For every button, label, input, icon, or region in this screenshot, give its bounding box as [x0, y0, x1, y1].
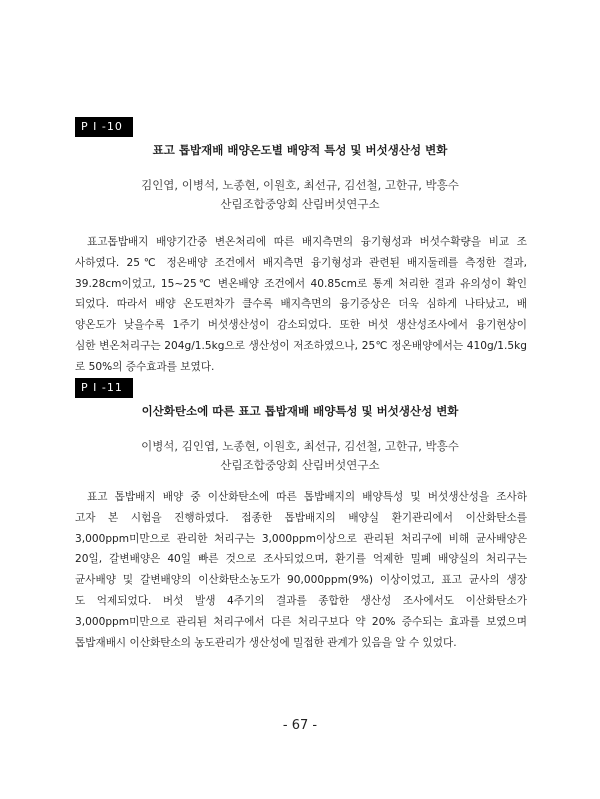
affiliation: 산림조합중앙회 산림버섯연구소 — [220, 458, 380, 472]
abstract-line: 고자 본 시험을 진행하였다. 접종한 톱밥배지의 배양실 환기관리에서 이산화탄소를 — [75, 511, 527, 524]
abstract-line: 사하였다. 25℃ 정온배양 조건에서 배지측면 융기형성과 관련된 배지둘레를 측정한 결과, — [75, 256, 527, 269]
abstract-body — [75, 232, 527, 378]
abstract-line: 표고 톱밥배지 배양 중 이산화탄소에 따른 톱밥배지의 배양특성 및 버섯생산성을 조사하 — [87, 491, 527, 503]
abstract-line: 3,000ppm미만으로 관리한 처리구는 3,000ppm이상으로 관리된 처리구에 비해 균사배양은 — [75, 532, 527, 545]
section-code-tag: P I -11 — [75, 378, 133, 398]
affiliation: 산림조합중앙회 산림버섯연구소 — [220, 197, 380, 211]
abstract-line: 39.28cm이었고, 15~25℃ 변온배양 조건에서 40.85cm로 통계 처리한 결과 유의성이 확인 — [75, 277, 527, 290]
author-list: 김인엽, 이병석, 노종현, 이원호, 최선규, 김선철, 고한규, 박흥수 — [141, 178, 459, 192]
abstract-line: 되었다. 따라서 배양 온도편차가 클수록 배지측면의 융기증상은 더욱 심하게 나타났고, 배 — [75, 298, 527, 311]
abstract-line: 심한 변온처리구는 204g/1.5kg으로 생산성이 저조하였으나, 25℃ 정온배양에서는 410g/1.5kg — [75, 339, 527, 352]
author-list: 이병석, 김인엽, 노종현, 이원호, 최선규, 김선철, 고한규, 박흥수 — [141, 439, 459, 453]
abstract-line: 양온도가 낮을수록 1주기 버섯생산성이 감소되었다. 또한 버섯 생산성조사에서 융기현상이 — [75, 319, 527, 332]
abstract-line: 20일, 갈변배양은 40일 빠른 것으로 조사되었으며, 환기를 억제한 밀폐 배양실의 처리구는 — [75, 553, 527, 566]
section-title: 이산화탄소에 따른 표고 톱밥재배 배양특성 및 버섯생산성 변화 — [141, 404, 459, 418]
section-code-tag: P I -10 — [75, 117, 133, 137]
abstract-line: 톱밥재배시 이산화탄소의 농도관리가 생산성에 밀접한 관계가 있음을 알 수 있었다. — [75, 636, 457, 649]
abstract-body — [75, 487, 527, 653]
abstract-line: 표고톱밥배지 배양기간중 변온처리에 따른 배지측면의 융기형성과 버섯수확량을 비교 조 — [87, 236, 527, 248]
abstract-line: 로 50%의 증수효과를 보였다. — [75, 360, 215, 373]
page-number: - 67 - — [282, 718, 318, 733]
abstract-line: 3,000ppm미만으로 관리된 처리구에서 다른 처리구보다 약 20% 증수되는 효과를 보였으며 — [75, 615, 527, 628]
section-title: 표고 톱밥재배 배양온도별 배양적 특성 및 버섯생산성 변화 — [152, 143, 448, 157]
abstract-line: 도 억제되었다. 버섯 발생 4주기의 결과를 종합한 생산성 조사에서도 이산화탄소가 — [75, 594, 527, 607]
abstract-line: 균사배양 및 갈변배양의 이산화탄소농도가 90,000ppm(9%) 이상이었고, 표고 균사의 생장 — [75, 574, 527, 587]
